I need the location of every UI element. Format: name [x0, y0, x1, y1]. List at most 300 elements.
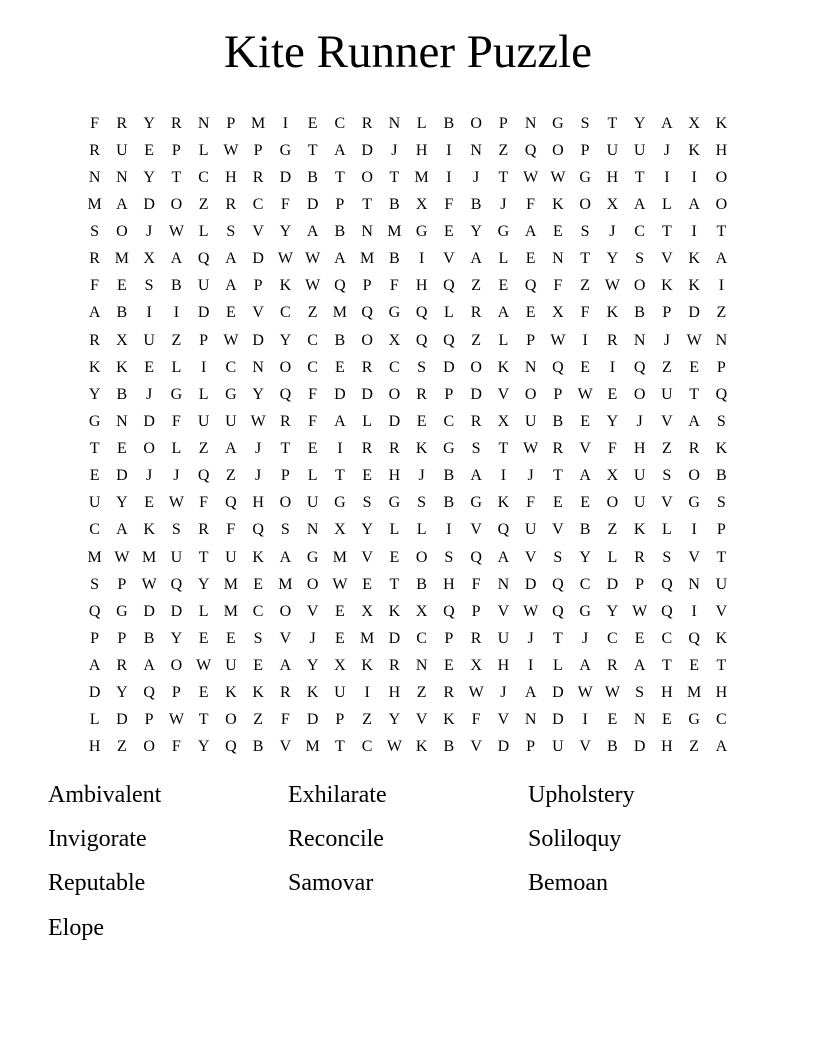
grid-letter: J — [527, 467, 534, 485]
grid-letter: N — [524, 358, 537, 376]
grid-letter: D — [497, 738, 510, 756]
grid-letter: P — [280, 467, 290, 485]
grid-letter: R — [443, 684, 455, 702]
grid-letter: N — [197, 114, 210, 132]
grid-letter: R — [116, 657, 128, 675]
grid-letter: M — [360, 629, 375, 647]
grid-letter: J — [609, 223, 616, 241]
grid-letter: Q — [715, 385, 728, 403]
grid-letter: F — [471, 711, 481, 729]
word-list-item: Reputable — [48, 870, 146, 897]
grid-letter: P — [253, 141, 263, 159]
grid-letter: S — [553, 548, 563, 566]
grid-letter: A — [143, 657, 155, 675]
grid-letter: T — [689, 385, 700, 403]
grid-letter: E — [525, 250, 536, 268]
grid-letter: W — [223, 331, 239, 349]
grid-letter: Z — [498, 141, 509, 159]
grid-letter: C — [443, 412, 455, 430]
grid-letter: R — [607, 331, 618, 349]
grid-letter: U — [116, 141, 128, 159]
grid-letter: K — [252, 684, 264, 702]
grid-letter: K — [715, 629, 728, 647]
grid-letter: V — [661, 494, 673, 512]
grid-letter: S — [662, 467, 672, 485]
grid-letter: G — [116, 602, 128, 620]
grid-letter: X — [334, 521, 346, 539]
grid-letter: Q — [661, 602, 673, 620]
grid-letter: E — [634, 629, 645, 647]
grid-letter: K — [715, 114, 728, 132]
grid-letter: Q — [225, 738, 237, 756]
grid-letter: B — [171, 277, 182, 295]
grid-letter: W — [305, 277, 321, 295]
grid-letter: A — [470, 250, 482, 268]
grid-letter: T — [552, 629, 563, 647]
grid-letter: J — [582, 629, 589, 647]
grid-letter: M — [142, 548, 157, 566]
grid-letter: A — [170, 250, 183, 268]
grid-letter: W — [168, 494, 184, 512]
grid-letter: F — [308, 385, 318, 403]
puzzle-title: Kite Runner Puzzle — [223, 26, 593, 78]
grid-letter: U — [497, 629, 510, 647]
grid-letter: V — [497, 385, 510, 403]
grid-letter: W — [577, 684, 593, 702]
grid-letter: H — [633, 440, 646, 458]
grid-letter: A — [579, 657, 591, 675]
grid-letter: T — [634, 168, 645, 186]
grid-letter: E — [144, 358, 155, 376]
grid-letter: R — [416, 385, 427, 403]
grid-letter: U — [225, 657, 237, 675]
grid-letter: L — [552, 657, 563, 675]
grid-letter: E — [307, 114, 318, 132]
grid-letter: K — [415, 738, 428, 756]
grid-letter: F — [444, 195, 454, 213]
grid-letter: P — [526, 738, 536, 756]
grid-letter: R — [280, 412, 291, 430]
grid-letter: B — [334, 331, 346, 349]
grid-letter: U — [715, 575, 728, 593]
grid-letter: P — [553, 385, 563, 403]
grid-letter: M — [360, 250, 375, 268]
grid-letter: N — [524, 114, 537, 132]
grid-letter: N — [470, 141, 482, 159]
grid-letter: Z — [116, 738, 127, 756]
grid-letter: A — [334, 141, 346, 159]
grid-letter: N — [361, 223, 373, 241]
grid-letter: Z — [171, 331, 182, 349]
grid-letter: Z — [225, 467, 236, 485]
grid-letter: K — [116, 358, 128, 376]
grid-letter: D — [252, 250, 264, 268]
grid-letter: Q — [443, 277, 455, 295]
grid-letter: O — [116, 223, 128, 241]
grid-letter: S — [144, 277, 154, 295]
grid-letter: U — [334, 684, 346, 702]
grid-letter: D — [606, 575, 619, 593]
grid-letter: Y — [606, 602, 619, 620]
grid-letter: Z — [307, 304, 318, 322]
grid-letter: K — [688, 250, 700, 268]
grid-letter: U — [143, 331, 155, 349]
grid-letter: I — [418, 250, 425, 268]
grid-letter: C — [607, 629, 618, 647]
grid-letter: P — [526, 331, 536, 349]
grid-letter: Q — [279, 385, 292, 403]
grid-letter: D — [143, 602, 155, 620]
grid-letter: Y — [116, 494, 128, 512]
grid-letter: X — [361, 602, 373, 620]
grid-letter: P — [444, 629, 454, 647]
grid-letter: L — [171, 440, 182, 458]
grid-letter: O — [524, 385, 537, 403]
grid-letter: T — [607, 114, 618, 132]
grid-letter: U — [306, 494, 319, 512]
grid-letter: T — [498, 440, 509, 458]
grid-letter: X — [497, 412, 510, 430]
grid-letter: G — [88, 412, 101, 430]
grid-letter: E — [498, 277, 509, 295]
grid-letter: P — [716, 521, 726, 539]
grid-letter: S — [280, 521, 290, 539]
grid-letter: W — [523, 602, 539, 620]
grid-letter: F — [171, 412, 181, 430]
grid-letter: V — [279, 738, 292, 756]
grid-letter: R — [225, 195, 237, 213]
word-list-item: Invigorate — [48, 825, 147, 852]
grid-letter: F — [553, 277, 563, 295]
grid-letter: D — [252, 331, 264, 349]
grid-letter: P — [90, 629, 100, 647]
grid-letter: H — [661, 684, 673, 702]
grid-letter: Q — [524, 277, 537, 295]
grid-letter: R — [607, 657, 618, 675]
grid-letter: Z — [689, 738, 700, 756]
grid-letter: K — [388, 602, 401, 620]
grid-letter: X — [388, 331, 401, 349]
grid-letter: Q — [688, 629, 700, 647]
grid-letter: K — [443, 711, 455, 729]
grid-letter: C — [334, 114, 346, 132]
grid-letter: L — [389, 521, 400, 539]
grid-letter: O — [715, 195, 728, 213]
grid-letter: T — [552, 467, 563, 485]
grid-letter: B — [307, 168, 318, 186]
grid-letter: V — [688, 548, 700, 566]
grid-letter: A — [715, 250, 728, 268]
grid-letter: V — [443, 250, 455, 268]
word-list-item: Exhilarate — [288, 781, 387, 808]
word-list-item: Soliloquy — [528, 825, 622, 852]
grid-letter: G — [443, 440, 455, 458]
grid-letter: H — [415, 277, 428, 295]
word-search-grid — [81, 110, 735, 761]
grid-letter: E — [89, 467, 100, 485]
grid-letter: B — [389, 250, 400, 268]
grid-letter: Q — [252, 521, 264, 539]
grid-letter: B — [470, 195, 482, 213]
grid-letter: D — [116, 467, 128, 485]
grid-letter: R — [361, 440, 373, 458]
grid-letter: A — [633, 195, 646, 213]
grid-letter: E — [389, 548, 400, 566]
grid-letter: L — [362, 412, 373, 430]
grid-letter: F — [389, 277, 399, 295]
grid-letter: U — [88, 494, 101, 512]
grid-letter: X — [552, 304, 564, 322]
grid-letter: T — [280, 440, 291, 458]
grid-letter: F — [90, 114, 100, 132]
grid-letter: M — [223, 575, 238, 593]
grid-letter: G — [579, 602, 591, 620]
grid-letter: R — [389, 440, 400, 458]
grid-letter: B — [443, 467, 455, 485]
grid-letter: A — [524, 223, 537, 241]
grid-letter: W — [632, 602, 648, 620]
grid-letter: P — [662, 304, 672, 322]
grid-letter: E — [689, 358, 700, 376]
grid-letter: L — [607, 548, 618, 566]
grid-letter: Q — [633, 358, 646, 376]
grid-letter: O — [470, 114, 482, 132]
grid-letter: C — [307, 358, 318, 376]
grid-letter: J — [663, 331, 670, 349]
grid-letter: V — [252, 223, 264, 241]
grid-letter: F — [199, 494, 209, 512]
grid-letter: E — [552, 223, 563, 241]
grid-letter: E — [362, 467, 373, 485]
grid-letter: P — [335, 195, 345, 213]
grid-letter: Y — [143, 114, 155, 132]
grid-letter: G — [306, 548, 319, 566]
grid-letter: G — [688, 711, 700, 729]
grid-letter: E — [443, 657, 454, 675]
grid-letter: A — [524, 684, 537, 702]
grid-letter: B — [607, 738, 618, 756]
grid-letter: J — [527, 629, 534, 647]
grid-letter: S — [635, 250, 645, 268]
grid-letter: U — [225, 412, 237, 430]
grid-letter: W — [168, 223, 184, 241]
grid-letter: O — [170, 195, 183, 213]
grid-letter: P — [117, 629, 127, 647]
grid-letter: H — [88, 738, 101, 756]
grid-letter: C — [579, 575, 591, 593]
grid-letter: P — [580, 141, 590, 159]
grid-letter: R — [470, 629, 482, 647]
grid-letter: E — [144, 141, 155, 159]
grid-letter: N — [88, 168, 101, 186]
grid-letter: C — [280, 304, 291, 322]
grid-letter: S — [417, 494, 427, 512]
grid-letter: K — [143, 521, 155, 539]
grid-letter: P — [498, 114, 508, 132]
grid-letter: Y — [279, 331, 292, 349]
grid-letter: O — [715, 168, 728, 186]
grid-letter: F — [90, 277, 100, 295]
grid-letter: R — [470, 412, 482, 430]
grid-letter: Q — [415, 304, 428, 322]
word-list-item: Elope — [48, 914, 104, 941]
grid-letter: G — [552, 114, 564, 132]
grid-letter: Q — [334, 277, 346, 295]
grid-letter: Y — [606, 250, 619, 268]
grid-letter: O — [306, 575, 319, 593]
grid-letter: W — [114, 548, 130, 566]
grid-letter: N — [306, 521, 319, 539]
grid-letter: M — [87, 195, 102, 213]
grid-letter: L — [171, 358, 182, 376]
grid-letter: Q — [225, 494, 237, 512]
grid-letter: W — [550, 331, 566, 349]
grid-letter: B — [416, 575, 427, 593]
grid-letter: A — [225, 277, 237, 295]
grid-letter: G — [388, 494, 401, 512]
grid-letter: A — [225, 250, 237, 268]
grid-letter: V — [252, 304, 264, 322]
grid-letter: W — [141, 575, 157, 593]
grid-letter: H — [388, 467, 401, 485]
grid-letter: B — [389, 195, 400, 213]
grid-letter: D — [552, 711, 564, 729]
grid-letter: T — [498, 168, 509, 186]
grid-letter: G — [279, 141, 292, 159]
grid-letter: F — [308, 412, 318, 430]
grid-letter: Y — [361, 521, 373, 539]
grid-letter: T — [661, 223, 672, 241]
grid-letter: W — [305, 250, 321, 268]
grid-letter: R — [634, 548, 645, 566]
grid-letter: I — [446, 168, 452, 186]
grid-letter: P — [471, 602, 481, 620]
grid-letter: K — [688, 141, 700, 159]
grid-letter: M — [278, 575, 293, 593]
grid-letter: W — [386, 738, 402, 756]
grid-letter: C — [361, 738, 373, 756]
grid-letter: G — [470, 494, 482, 512]
grid-letter: J — [500, 684, 507, 702]
grid-letter: E — [525, 304, 536, 322]
grid-letter: Q — [443, 331, 455, 349]
grid-letter: Q — [361, 304, 373, 322]
grid-letter: Y — [170, 629, 183, 647]
grid-letter: R — [89, 331, 100, 349]
grid-letter: L — [416, 114, 427, 132]
grid-letter: I — [691, 521, 697, 539]
grid-letter: E — [334, 602, 345, 620]
grid-letter: J — [146, 223, 153, 241]
grid-letter: R — [116, 114, 128, 132]
grid-letter: A — [497, 548, 510, 566]
grid-letter: Y — [579, 548, 591, 566]
grid-letter: E — [116, 440, 127, 458]
grid-letter: M — [332, 548, 347, 566]
grid-letter: J — [309, 629, 316, 647]
grid-letter: L — [498, 331, 509, 349]
grid-letter: Z — [661, 440, 672, 458]
grid-letter: E — [416, 412, 427, 430]
grid-letter: T — [334, 738, 345, 756]
grid-letter: V — [579, 440, 591, 458]
grid-letter: G — [579, 168, 591, 186]
grid-letter: N — [415, 657, 428, 675]
grid-letter: P — [117, 575, 127, 593]
grid-letter: M — [305, 738, 320, 756]
grid-letter: Z — [362, 711, 373, 729]
grid-letter: A — [633, 657, 646, 675]
grid-letter: R — [470, 304, 482, 322]
grid-letter: T — [716, 548, 727, 566]
grid-letter: R — [361, 358, 373, 376]
grid-letter: K — [688, 277, 700, 295]
grid-letter: S — [253, 629, 263, 647]
grid-letter: A — [688, 195, 700, 213]
grid-letter: C — [89, 521, 100, 539]
grid-letter: E — [552, 494, 563, 512]
grid-letter: P — [226, 114, 236, 132]
grid-letter: O — [225, 711, 237, 729]
word-list-item: Bemoan — [528, 870, 608, 897]
grid-letter: L — [443, 304, 454, 322]
grid-letter: T — [89, 440, 100, 458]
grid-letter: I — [173, 304, 180, 322]
grid-letter: I — [664, 168, 670, 186]
grid-letter: P — [335, 711, 345, 729]
grid-letter: B — [252, 738, 264, 756]
grid-letter: N — [524, 711, 537, 729]
grid-letter: N — [552, 250, 564, 268]
grid-letter: Q — [661, 575, 673, 593]
grid-letter: V — [415, 711, 428, 729]
grid-letter: F — [280, 711, 290, 729]
grid-letter: Y — [88, 385, 101, 403]
word-list — [48, 773, 768, 950]
grid-letter: A — [116, 195, 128, 213]
grid-letter: F — [226, 521, 236, 539]
grid-letter: D — [143, 412, 155, 430]
grid-letter: E — [198, 629, 209, 647]
grid-letter: U — [633, 141, 646, 159]
grid-letter: A — [334, 250, 346, 268]
grid-letter: T — [171, 168, 182, 186]
grid-letter: P — [171, 684, 181, 702]
grid-letter: Z — [471, 331, 482, 349]
grid-letter: O — [361, 168, 373, 186]
grid-letter: W — [604, 684, 620, 702]
grid-letter: P — [199, 331, 209, 349]
grid-letter: A — [116, 521, 128, 539]
grid-letter: U — [633, 494, 646, 512]
grid-letter: R — [389, 657, 400, 675]
grid-letter: T — [198, 548, 209, 566]
grid-letter: U — [197, 277, 210, 295]
grid-letter: L — [307, 467, 318, 485]
grid-letter: C — [225, 358, 237, 376]
grid-letter: H — [252, 494, 264, 512]
grid-letter: M — [251, 114, 266, 132]
grid-letter: A — [279, 548, 292, 566]
grid-letter: Y — [388, 711, 401, 729]
grid-letter: Q — [197, 250, 210, 268]
grid-letter: H — [715, 684, 728, 702]
grid-letter: B — [579, 521, 591, 539]
grid-letter: B — [116, 304, 128, 322]
grid-letter: I — [446, 521, 452, 539]
grid-letter: I — [527, 657, 534, 675]
grid-letter: J — [255, 440, 262, 458]
